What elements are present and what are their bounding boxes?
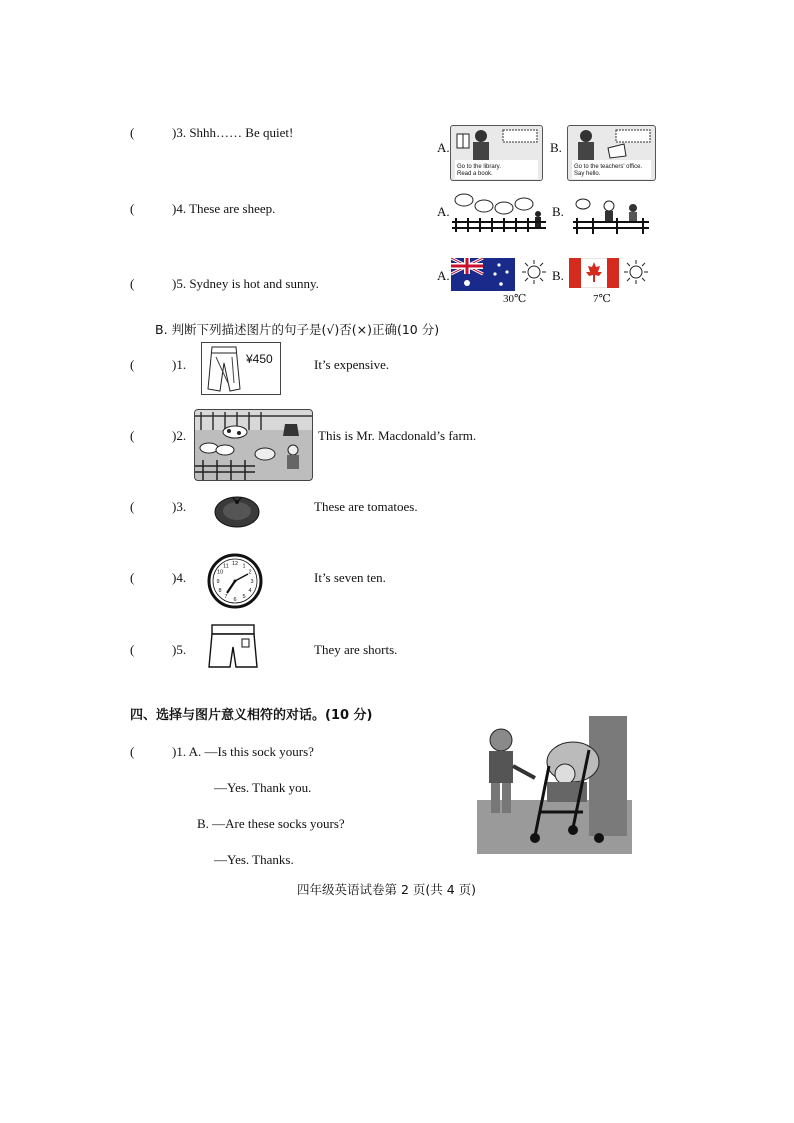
item-number: )5. xyxy=(172,642,187,657)
option-a-label: A. xyxy=(437,140,450,155)
option-b-label: B. xyxy=(552,268,564,283)
answer-bracket-open: ( xyxy=(130,357,135,372)
option-b-label: B. xyxy=(552,204,564,219)
answer-bracket-open: ( xyxy=(130,642,135,657)
price-tag: ¥450 xyxy=(246,352,273,366)
library-picture xyxy=(450,125,543,181)
caption-line-1: Go to the teachers' office. xyxy=(574,164,643,170)
dialogue-b-line-2: —Yes. Thanks. xyxy=(214,852,294,867)
tomato-picture xyxy=(213,494,261,528)
page-footer: 四年级英语试卷第 2 页(共 4 页) xyxy=(297,882,477,897)
item-sentence: It’s expensive. xyxy=(314,357,390,372)
temperature-b: 7℃ xyxy=(593,293,611,305)
dialogue-a-line-2: —Yes. Thank you. xyxy=(214,780,312,795)
question-text: )3. Shhh…… Be quiet! xyxy=(172,125,294,140)
svg-text:5: 5 xyxy=(242,594,246,600)
farm-picture xyxy=(194,409,313,481)
option-a-label: A. xyxy=(437,204,450,219)
svg-text:12: 12 xyxy=(231,561,239,567)
sun-icon xyxy=(623,259,649,285)
dialogue-a-line-1: )1. A. —Is this sock yours? xyxy=(172,744,314,759)
answer-bracket-open: ( xyxy=(130,428,135,443)
shorts-picture xyxy=(206,623,260,671)
part-four-heading: 四、选择与图片意义相符的对话。(10 分) xyxy=(130,708,373,723)
svg-text:9: 9 xyxy=(216,579,220,585)
svg-text:4: 4 xyxy=(248,588,252,594)
answer-bracket-open: ( xyxy=(130,276,135,291)
caption-line-1: Go to the library. xyxy=(457,164,501,170)
question-text: )5. Sydney is hot and sunny. xyxy=(172,276,319,291)
pants-picture xyxy=(201,342,281,395)
item-number: )2. xyxy=(172,428,187,443)
item-sentence: These are tomatoes. xyxy=(314,499,418,514)
svg-text:2: 2 xyxy=(248,569,252,576)
sun-icon xyxy=(521,259,547,285)
svg-text:7: 7 xyxy=(224,594,228,600)
svg-text:1: 1 xyxy=(242,563,246,570)
item-number: )3. xyxy=(172,499,187,514)
teachers-office-picture xyxy=(567,125,656,181)
svg-text:10: 10 xyxy=(216,569,224,576)
answer-bracket-open: ( xyxy=(130,499,135,514)
caption-line-2: Read a book. xyxy=(457,171,493,177)
australia-flag xyxy=(451,258,515,291)
section-b-heading: B. 判断下列描述图片的句子是(√)否(×)正确(10 分) xyxy=(155,322,440,337)
boy-and-baby-stroller-picture xyxy=(477,716,632,854)
dialogue-b-line-1: B. —Are these socks yours? xyxy=(197,816,345,831)
item-number: )4. xyxy=(172,570,187,585)
item-sentence: It’s seven ten. xyxy=(314,570,386,585)
temperature-a: 30℃ xyxy=(503,293,527,305)
answer-bracket-open: ( xyxy=(130,744,135,759)
item-number: )1. xyxy=(172,357,187,372)
svg-text:6: 6 xyxy=(233,597,237,603)
option-a-label: A. xyxy=(437,268,450,283)
caption-line-2: Say hello. xyxy=(574,171,601,177)
children-picture xyxy=(573,192,649,236)
answer-bracket-open: ( xyxy=(130,201,135,216)
svg-text:3: 3 xyxy=(250,579,254,585)
canada-flag xyxy=(569,258,619,288)
answer-bracket-open: ( xyxy=(130,570,135,585)
svg-text:8: 8 xyxy=(218,588,222,594)
item-sentence: This is Mr. Macdonald’s farm. xyxy=(318,428,477,443)
option-b-label: B. xyxy=(550,140,562,155)
question-text: )4. These are sheep. xyxy=(172,201,276,216)
clock-picture xyxy=(207,553,263,609)
answer-bracket-open: ( xyxy=(130,125,135,140)
sheep-picture xyxy=(452,188,548,236)
svg-text:11: 11 xyxy=(223,563,229,570)
item-sentence: They are shorts. xyxy=(314,642,398,657)
